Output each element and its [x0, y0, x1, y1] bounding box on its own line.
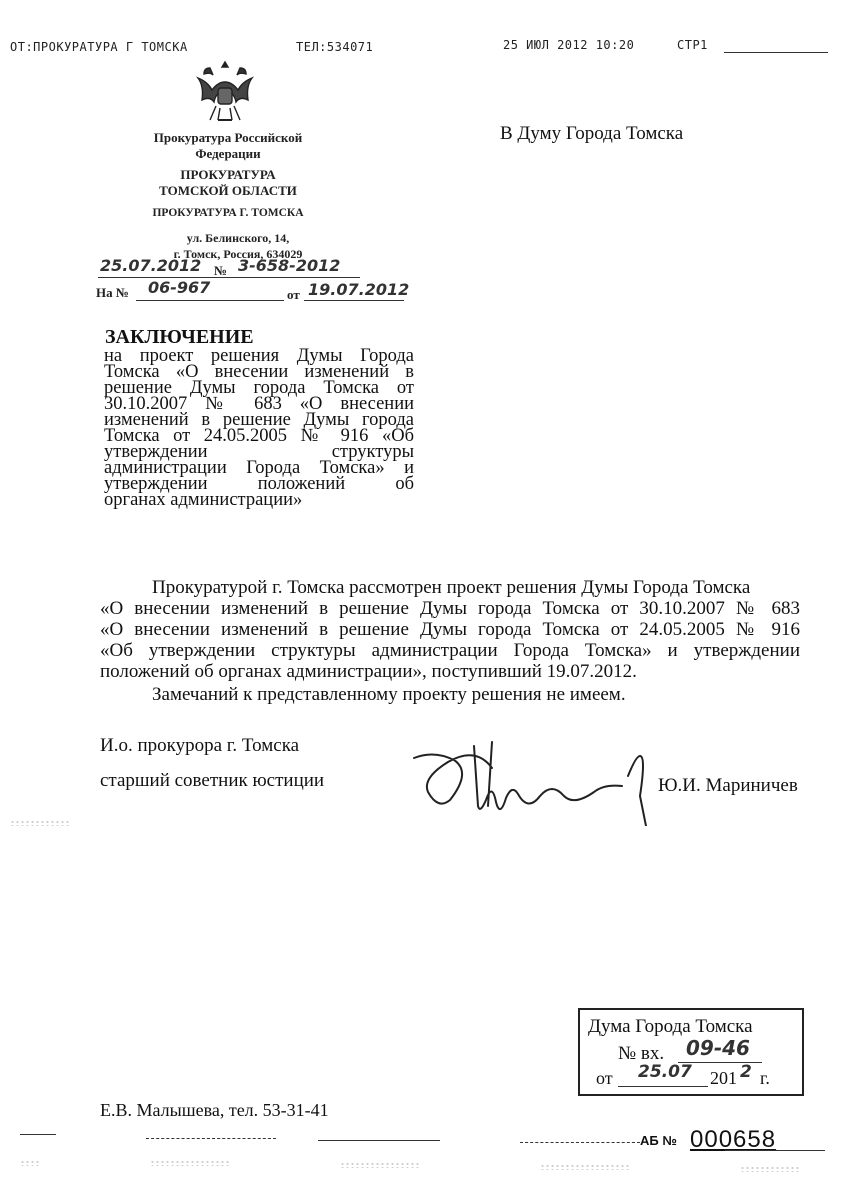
scan-noise	[10, 820, 70, 826]
fax-phone: ТЕЛ:534071	[296, 40, 374, 54]
footer-rule	[318, 1140, 440, 1141]
footer-rule	[146, 1138, 276, 1139]
stamp-year-suffix: г.	[760, 1068, 770, 1088]
subject-line: утверждении структуры	[104, 442, 414, 462]
stamp-date: 25.07	[638, 1062, 692, 1082]
subject-line: органах администрации»	[104, 490, 303, 510]
scan-noise	[150, 1160, 230, 1166]
scan-noise	[540, 1164, 630, 1170]
coat-of-arms-emblem	[190, 58, 260, 126]
scan-noise	[20, 1160, 40, 1166]
fax-header-rule	[724, 52, 828, 53]
footer-rule	[20, 1134, 56, 1135]
fax-page: СТР1	[677, 38, 708, 52]
region-line1: ПРОКУРАТУРА	[180, 167, 276, 182]
body-line: Прокуратурой г. Томска рассмотрен проект решения Думы Города Томска	[152, 577, 751, 598]
subject-line: 30.10.2007 № 683 «О внесении	[104, 394, 414, 414]
address-line1: ул. Белинского, 14,	[186, 231, 290, 245]
stamp-inbox-number: 09-46	[686, 1036, 750, 1060]
signer-name: Ю.И. Мариничев	[658, 775, 798, 796]
body-line: положений об органах администрации», поступивший 19.07.2012.	[100, 661, 637, 682]
subject-line: Томска от 24.05.2005 № 916 «Об	[104, 426, 414, 446]
outgoing-number-label: №	[214, 263, 228, 278]
stamp-inbox-label: № вх.	[618, 1043, 665, 1064]
body-paragraph-2: Замечаний к представленному проекту решения не имеем.	[152, 684, 626, 705]
footer-rule	[725, 1150, 825, 1151]
reply-date-label: от	[287, 287, 300, 302]
body-paragraph-1	[100, 577, 800, 682]
org-name-line2: Федерации	[195, 146, 261, 161]
reply-number-label: На №	[96, 285, 129, 300]
subject-line: Томска «О внесении изменений в	[104, 362, 414, 382]
footer-rule	[520, 1142, 640, 1143]
region-line2: ТОМСКОЙ ОБЛАСТИ	[159, 183, 297, 198]
body-line: «Об утверждении структуры администрации Города Томска» и утверждении	[100, 640, 800, 661]
body-line: «О внесении изменений в решение Думы города Томска от 30.10.2007 № 683	[100, 598, 800, 619]
scan-noise	[740, 1166, 800, 1172]
handwritten-signature	[404, 736, 664, 826]
form-series-label: АБ №	[640, 1133, 677, 1148]
form-series-number: 000658	[690, 1126, 777, 1153]
fax-datetime: 25 ИЮЛ 2012 10:20	[503, 38, 635, 52]
registration-stamp	[578, 1008, 804, 1096]
reply-number: 06-967	[148, 278, 211, 297]
stamp-year-digit: 2	[740, 1062, 752, 1082]
fax-sender: ОТ:ПРОКУРАТУРА Г ТОМСКА	[10, 40, 188, 54]
stamp-title: Дума Города Томска	[588, 1016, 753, 1037]
outgoing-date: 25.07.2012	[100, 256, 202, 275]
signer-position-line2: старший советник юстиции	[100, 770, 325, 791]
subject-line: на проект решения Думы Города	[104, 346, 414, 366]
executor-contact: Е.В. Малышева, тел. 53-31-41	[100, 1100, 329, 1120]
address-line2: г. Томск, Россия, 634029	[173, 247, 303, 261]
stamp-date-rule	[618, 1086, 708, 1087]
conclusion-subject	[104, 348, 414, 508]
stamp-date-label: от	[596, 1068, 613, 1088]
scan-noise	[340, 1162, 420, 1168]
city-office: ПРОКУРАТУРА Г. ТОМСКА	[152, 207, 304, 219]
addressee: В Думу Города Томска	[500, 123, 684, 144]
subject-line: изменений в решение Думы города	[104, 410, 414, 430]
outgoing-number: 3-658-2012	[238, 256, 341, 275]
body-line: «О внесении изменений в решение Думы города Томска от 24.05.2005 № 916	[100, 619, 800, 640]
document-title: ЗАКЛЮЧЕНИЕ	[105, 326, 254, 348]
reply-date: 19.07.2012	[308, 280, 410, 299]
signer-position-line1: И.о. прокурора г. Томска	[100, 735, 300, 756]
reply-number-rule	[136, 300, 284, 301]
org-name-line1: Прокуратура Российской	[153, 130, 303, 145]
subject-line: решение Думы города Томска от	[104, 378, 414, 398]
subject-line: утверждении положений об	[104, 474, 414, 494]
subject-line: администрации Города Томска» и	[104, 458, 414, 478]
stamp-year-prefix: 201	[710, 1068, 737, 1088]
outgoing-number-rule	[98, 277, 360, 278]
reply-date-rule	[304, 300, 404, 301]
